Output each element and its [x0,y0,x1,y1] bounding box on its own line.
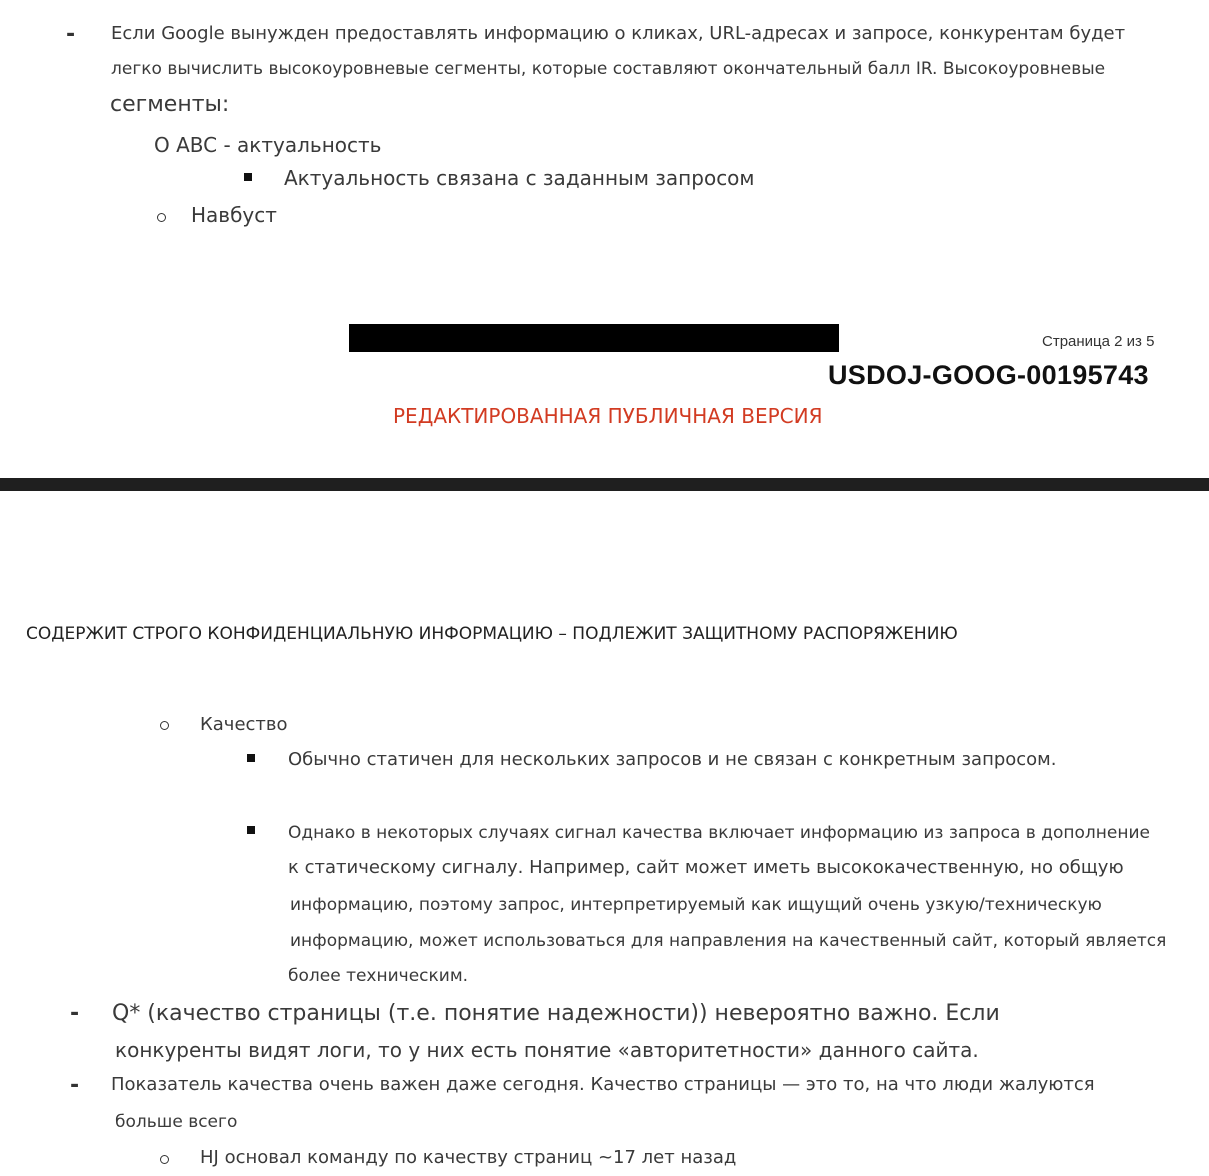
list-item-relevance: Актуальность связана с заданным запросом [284,166,755,190]
square-bullet-icon [247,826,255,834]
paragraph-line: информацию, может использоваться для направления на качественный сайт, который является [290,931,1167,951]
paragraph-line: Однако в некоторых случаях сигнал качества включает информацию из запроса в дополнение [288,823,1150,843]
paragraph-line: информацию, поэтому запрос, интерпретируемый как ищущий очень узкую/техническую [290,895,1102,915]
list-item-quality-static: Обычно статичен для нескольких запросов и не связан с конкретным запросом. [288,749,1057,770]
square-bullet-icon [244,173,252,181]
paragraph-line: Если Google вынужден предоставлять информацию о кликах, URL-адресах и запросе, конкурентам будет [111,23,1126,44]
confidential-header: СОДЕРЖИТ СТРОГО КОНФИДЕНЦИАЛЬНУЮ ИНФОРМАЦИЮ – ПОДЛЕЖИТ ЗАЩИТНОМУ РАСПОРЯЖЕНИЮ [26,624,958,644]
list-item-quality: Качество [200,714,288,735]
circle-bullet-icon [160,721,169,730]
list-dash: - [70,1001,80,1026]
redacted-version-label: РЕДАКТИРОВАННАЯ ПУБЛИЧНАЯ ВЕРСИЯ [393,404,823,428]
list-dash: - [66,22,76,47]
bates-number: USDOJ-GOOG-00195743 [828,360,1149,390]
paragraph-line: Показатель качества очень важен даже сегодня. Качество страницы — это то, на что люди жалуются [111,1074,1095,1095]
paragraph-line: к статическому сигналу. Например, сайт может иметь высококачественную, но общую [288,857,1124,878]
square-bullet-icon [247,754,255,762]
list-dash: - [70,1073,80,1098]
page-separator [0,478,1209,491]
list-item-navboost: Навбуст [191,203,277,227]
circle-bullet-icon [160,1155,169,1164]
list-item-abc: О ABC - актуальность [154,133,382,157]
paragraph-line: конкуренты видят логи, то у них есть понятие «авторитетности» данного сайта. [115,1038,979,1062]
paragraph-line: более техническим. [288,966,469,986]
paragraph-line: легко вычислить высокоуровневые сегменты, которые составляют окончательный балл IR. Высокоуровневые [111,59,1106,79]
paragraph-line: больше всего [115,1112,238,1132]
page-number: Страница 2 из 5 [1042,333,1155,350]
list-item-hj: HJ основал команду по качеству страниц ~17 лет назад [200,1147,737,1168]
redaction-bar [349,324,839,352]
paragraph-line: сегменты: [110,92,230,117]
paragraph-line: Q* (качество страницы (т.е. понятие надежности)) невероятно важно. Если [112,1001,1000,1026]
circle-bullet-icon [157,213,166,222]
